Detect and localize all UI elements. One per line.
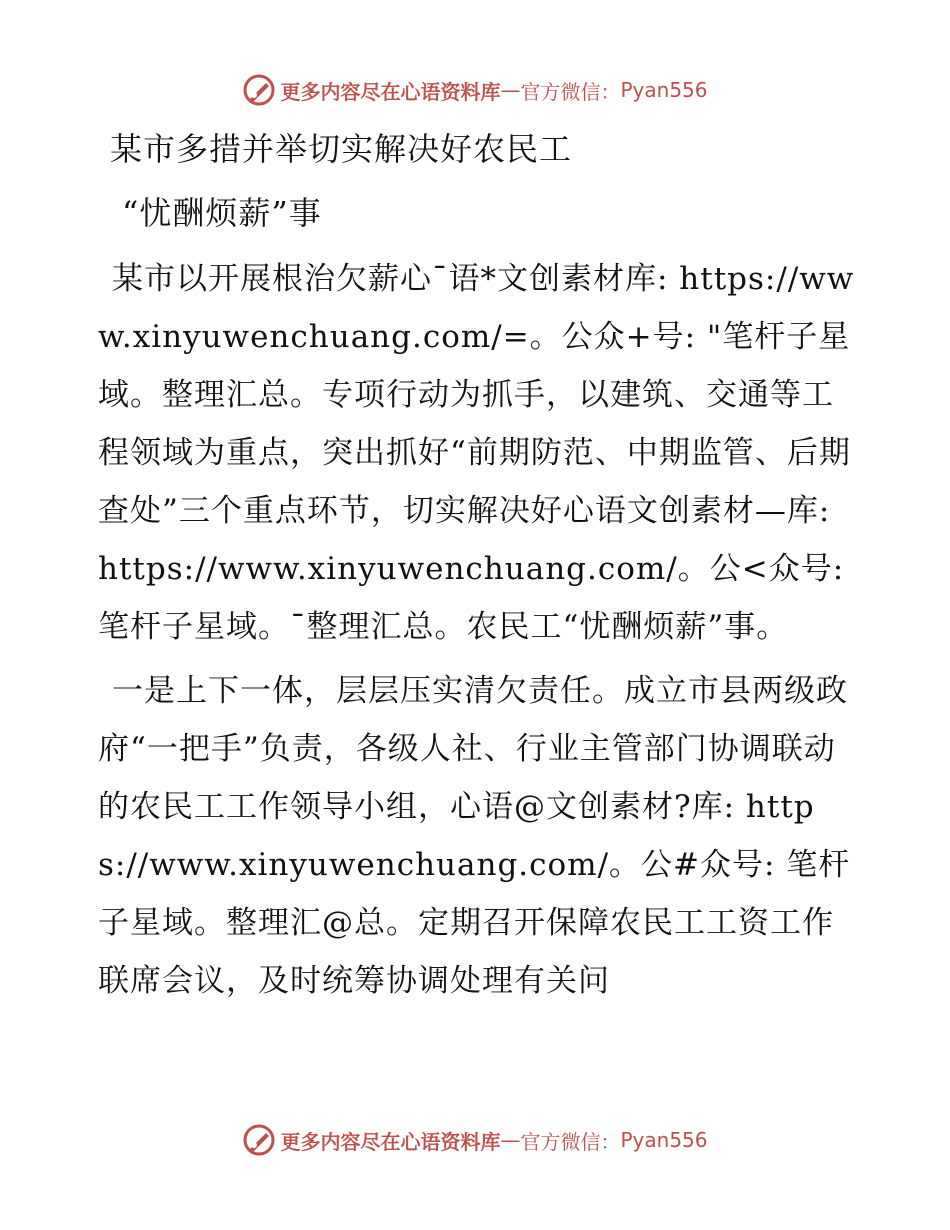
banner-brand-text: 更多内容尽在心语资料库: [280, 79, 501, 104]
document-title-line2: “忧酬烦薪”事: [122, 194, 322, 232]
banner-brand-text: 更多内容尽在心语资料库: [280, 1129, 501, 1154]
pen-logo-icon: [242, 1123, 276, 1157]
banner-separator: —: [500, 1128, 521, 1152]
banner-separator: —: [500, 78, 521, 102]
document-title-line1: 某市多措并举切实解决好农民工: [110, 130, 573, 168]
banner-wechat-id: Pyan556: [620, 1128, 708, 1152]
banner-wechat-label: 官方微信：: [520, 79, 621, 104]
document-paragraph-2: 一是上下一体，层层压实清欠责任。成立市县两级政府“一把手”负责，各级人社、行业主管部门协调联动的农民工工作领导小组，心语@文创素材?库: https://www.xinyuwenchuang.com/。公#众号: 笔杆子星域。整理汇@总。定期召开保障农民工工资工作联席会议，及时统筹协调处理有关问: [98, 673, 851, 999]
document-body: [98, 120, 858, 1010]
header-banner: [0, 70, 950, 110]
pen-logo-icon: [242, 73, 276, 107]
document-paragraph-1: 某市以开展根治欠薪心¯语*文创素材库: https://www.xinyuwenchuang.com/=。公众+号: "笔杆子星域。整理汇总。专项行动为抓手，以建筑、交通等工程领域为重点，突出抓好“前期防范、中期监管、后期查处”三个重点环节，切实解决好心语文创素材—库: https://www.xinyuwenchuang.com/。公<众号: 笔杆子星域。¯整理汇总。农民工“忧酬烦薪”事。: [98, 261, 855, 645]
footer-banner: [0, 1120, 950, 1160]
banner-wechat-id: Pyan556: [620, 78, 708, 102]
banner-wechat-label: 官方微信：: [520, 1129, 621, 1154]
